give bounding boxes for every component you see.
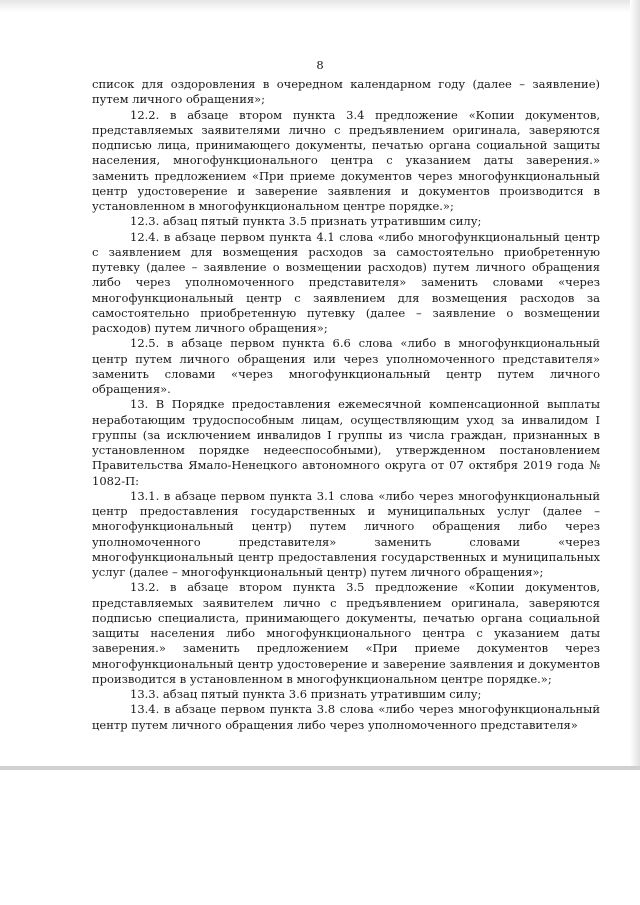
paragraph-12-5: 12.5. в абзаце первом пункта 6.6 слова «либо в многофункциональный центр путем личного обращения или через уполномоченного представителя» заменить словами «через многофункциональный центр путем личного обращения». xyxy=(92,336,600,396)
paragraph-13: 13. В Порядке предоставления ежемесячной компенсационной выплаты неработающим трудоспособным лицам, осуществляющим уход за инвалидом I группы (за исключением инвалидов I группы из числа граждан, признанных в установленном порядке недееспособными), утвержденном постановлением Правительства Ямало-Ненецкого автономного округа от 07 октября 2019 года № 1082-П: xyxy=(92,397,600,488)
paragraph-continuation: список для оздоровления в очередном календарном году (далее – заявление) путем личного обращения»; xyxy=(92,77,600,107)
paragraph-12-4: 12.4. в абзаце первом пункта 4.1 слова «либо многофункциональный центр с заявлением для возмещения расходов за самостоятельно приобретенную путевку (далее – заявление о возмещении расходов) путем личного обращения либо через уполномоченного представителя» заменить словами «через многофункциональный центр с заявлением для возмещения расходов за самостоятельно приобретенную путевку (далее – заявление о возмещении расходов) путем личного обращения»; xyxy=(92,229,600,335)
paragraph-12-2: 12.2. в абзаце втором пункта 3.4 предложение «Копии документов, представляемых заявителями лично с предъявлением оригинала, заверяются подписью лица, принимающего документы, печатью органа социальной защиты населения, многофункционального центра с указанием даты заверения.» заменить предложением «При приеме документов через многофункциональный центр удостоверение и заверение заявления и документов производится в установленном в многофункциональном центре порядке.»; xyxy=(92,107,600,213)
scan-shadow-top xyxy=(0,0,640,12)
paragraph-13-3: 13.3. абзац пятый пункта 3.6 признать утратившим силу; xyxy=(130,687,482,701)
page-number: 8 xyxy=(316,58,324,72)
paragraph-13-1: 13.1. в абзаце первом пункта 3.1 слова «либо через многофункциональный центр предоставления государственных и муниципальных услуг (далее – многофункциональный центр) путем личного обращения либо через уполномоченного представителя» заменить словами «через многофункциональный центр предоставления государственных и муниципальных услуг (далее – многофункциональный центр) путем личного обращения»; xyxy=(92,488,600,579)
paragraph-13-4: 13.4. в абзаце первом пункта 3.8 слова «либо через многофункциональный центр путем личного обращения либо через уполномоченного представителя» xyxy=(92,702,600,732)
document-body xyxy=(92,77,600,733)
paragraph-12-3: 12.3. абзац пятый пункта 3.5 признать утратившим силу; xyxy=(130,214,482,229)
paragraph-13-2: 13.2. в абзаце втором пункта 3.5 предложение «Копии документов, представляемых заявителем лично с предъявлением оригинала, заверяются подписью специалиста, принимающего документы, печатью органа социальной защиты населения либо многофункционального центра с указанием даты заверения.» заменить предложением «При приеме документов через многофункциональный центр удостоверение и заверение заявления и документов производится в установленном в многофункциональном центре порядке.»; xyxy=(92,580,600,686)
blank-area xyxy=(0,770,640,905)
scan-shadow-right xyxy=(630,0,640,768)
